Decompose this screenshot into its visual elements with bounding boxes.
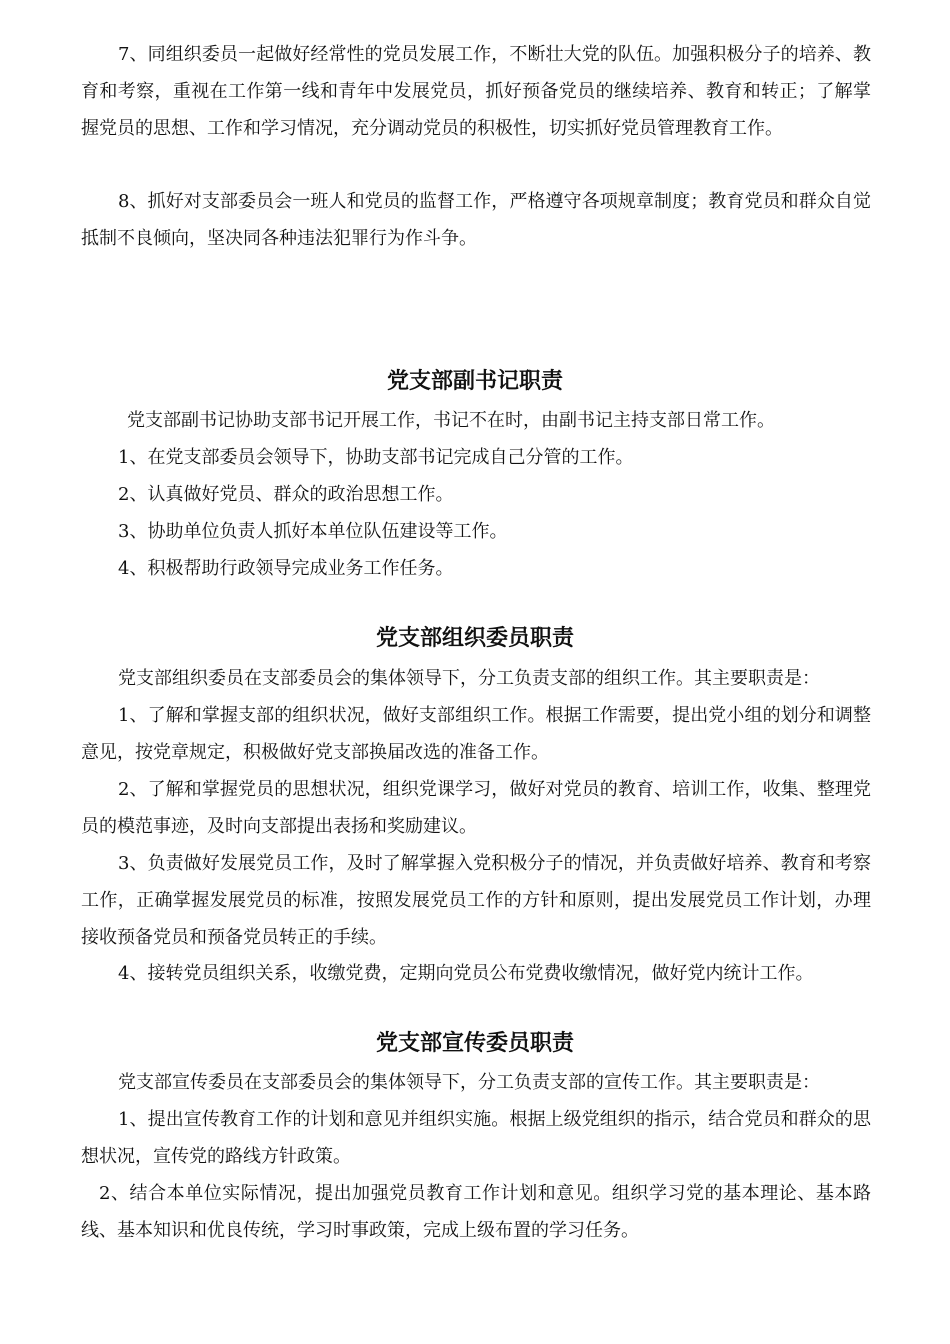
propaganda-item-2: 2、结合本单位实际情况，提出加强党员教育工作计划和意见。组织学习党的基本理论、基本路线、基本知识和优良传统，学习时事政策，完成上级布置的学习任务。 (81, 1183, 871, 1241)
deputy-item-3: 3、协助单位负责人抓好本单位队伍建设等工作。 (118, 521, 508, 542)
organization-item-3: 3、负责做好发展党员工作，及时了解掌握入党积极分子的情况，并负责做好培养、教育和考察工作，正确掌握发展党员的标准，按照发展党员工作的方针和原则，提出发展党员工作计划，办理接收预备党员和预备党员转正的手续。 (81, 853, 871, 948)
duty-item-8: 8、抓好对支部委员会一班人和党员的监督工作，严格遵守各项规章制度；教育党员和群众自觉抵制不良倾向，坚决同各种违法犯罪行为作斗争。 (81, 191, 871, 249)
propaganda-committee-intro: 党支部宣传委员在支部委员会的集体领导下，分工负责支部的宣传工作。其主要职责是： (118, 1072, 820, 1093)
deputy-item-4: 4、积极帮助行政领导完成业务工作任务。 (118, 558, 454, 579)
propaganda-item-1: 1、提出宣传教育工作的计划和意见并组织实施。根据上级党组织的指示，结合党员和群众的思想状况，宣传党的路线方针政策。 (81, 1109, 871, 1167)
duty-item-7: 7、同组织委员一起做好经常性的党员发展工作，不断壮大党的队伍。加强积极分子的培养、教育和考察，重视在工作第一线和青年中发展党员，抓好预备党员的继续培养、教育和转正；了解掌握党员的思想、工作和学习情况，充分调动党员的积极性，切实抓好党员管理教育工作。 (81, 44, 871, 139)
organization-item-1: 1、了解和掌握支部的组织状况，做好支部组织工作。根据工作需要，提出党小组的划分和调整意见，按党章规定，积极做好党支部换届改选的准备工作。 (81, 705, 871, 763)
propaganda-committee-title: 党支部宣传委员职责 (375, 1030, 574, 1056)
organization-item-2: 2、了解和掌握党员的思想状况，组织党课学习，做好对党员的教育、培训工作，收集、整理党员的模范事迹，及时向支部提出表扬和奖励建议。 (81, 779, 871, 837)
organization-committee-intro: 党支部组织委员在支部委员会的集体领导下，分工负责支部的组织工作。其主要职责是： (118, 668, 820, 689)
organization-item-4: 4、接转党员组织关系，收缴党费，定期向党员公布党费收缴情况，做好党内统计工作。 (118, 963, 814, 984)
organization-committee-title: 党支部组织委员职责 (375, 625, 574, 651)
deputy-secretary-title: 党支部副书记职责 (386, 368, 563, 394)
deputy-item-1: 1、在党支部委员会领导下，协助支部书记完成自己分管的工作。 (118, 447, 634, 468)
deputy-secretary-intro: 党支部副书记协助支部书记开展工作，书记不在时，由副书记主持支部日常工作。 (127, 410, 775, 431)
deputy-item-2: 2、认真做好党员、群众的政治思想工作。 (118, 484, 454, 505)
